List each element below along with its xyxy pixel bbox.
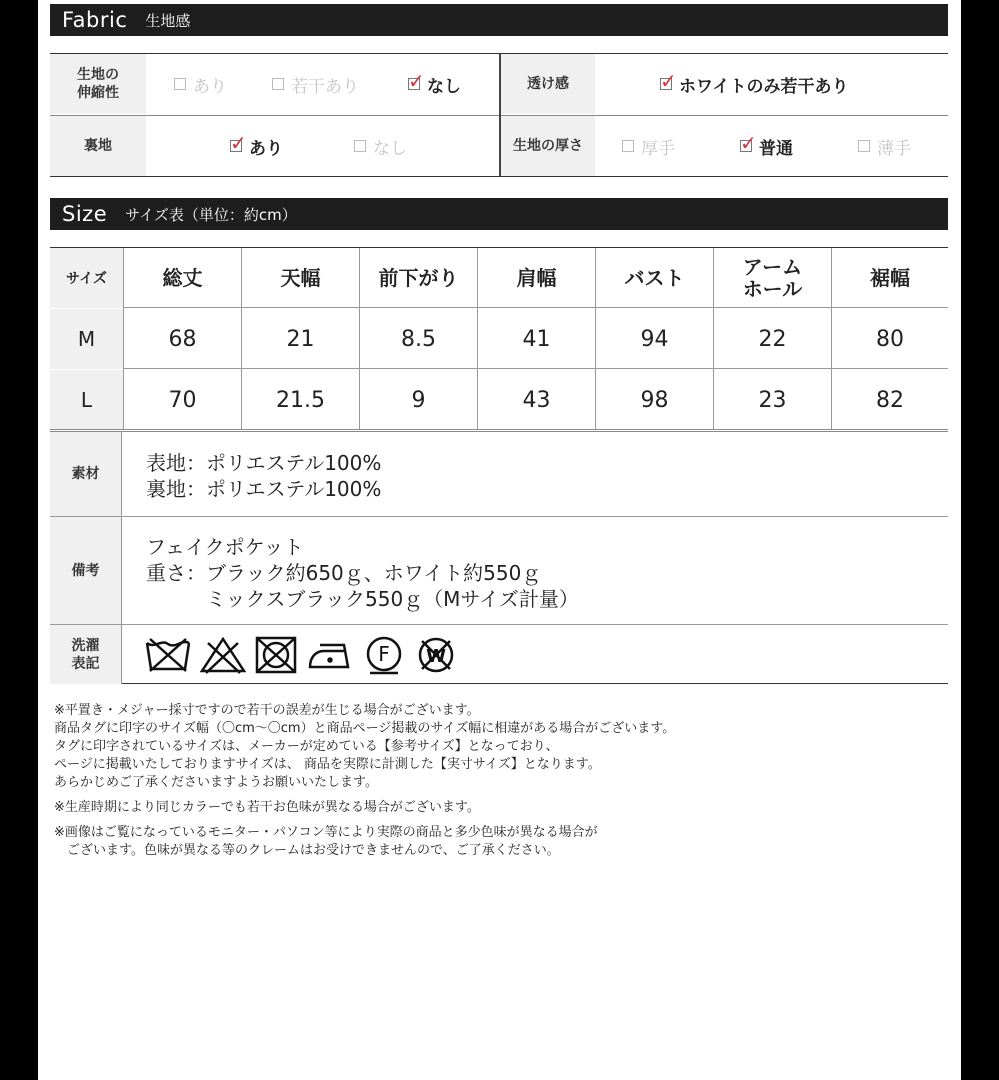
table-cell: 9 <box>411 387 426 413</box>
table-cell: 68 <box>168 326 197 352</box>
note-line: タグに印字されているサイズは、メーカーが定めている【参考サイズ】となっており、 <box>54 739 559 754</box>
header-shoulder-width: 肩幅 <box>516 266 557 290</box>
note-line: ※生産時期により同じカラーでも若干お色味が異なる場合がございます。 <box>54 800 480 815</box>
care-symbols <box>144 635 466 679</box>
stretch-label: 生地の 伸縮性 <box>50 54 146 114</box>
checkbox-icon <box>858 140 870 152</box>
fabric-table <box>50 53 948 177</box>
note-line: あらかじめご了承くださいますようお願いいたします。 <box>54 775 378 790</box>
checked-checkbox-icon: ✓ <box>408 69 425 93</box>
disclaimer-notes <box>54 702 944 860</box>
sheer-option-white-slight: ✓ ホワイトのみ若干あり <box>660 69 849 97</box>
note-line: ございます。色味が異なる等のクレームはお受けできませんので、ご了承ください。 <box>54 843 560 858</box>
thickness-option-thin: 薄手 <box>858 116 911 176</box>
header-bust: バスト <box>624 266 685 290</box>
product-detail-page <box>38 0 961 1080</box>
lining-option-no: なし <box>354 116 407 176</box>
column-divider <box>831 248 832 430</box>
thickness-option-normal: ✓ 普通 <box>740 131 793 159</box>
header-armhole: アーム ホール <box>742 255 803 301</box>
header-total-length: 総丈 <box>162 266 203 290</box>
size-section-header <box>50 198 948 230</box>
checkbox-icon <box>622 140 634 152</box>
checked-checkbox-icon: ✓ <box>660 69 677 93</box>
table-cell: 21 <box>286 326 315 352</box>
column-divider <box>359 248 360 430</box>
checked-checkbox-icon: ✓ <box>230 131 247 155</box>
note-line: 商品タグに印字のサイズ幅（〇cm～〇cm）と商品ページ掲載のサイズ幅に相違がある場合がございます。 <box>54 721 676 736</box>
note-line: ページに掲載いたしておりますサイズは、 商品を実際に計測した【実寸サイズ】となります。 <box>54 757 601 772</box>
material-text: 表地：ポリエステル100% 裏地：ポリエステル100% <box>146 451 382 501</box>
fabric-heading: Fabric <box>62 8 128 32</box>
size-heading: Size <box>62 202 108 226</box>
header-hem-width: 裾幅 <box>870 266 910 290</box>
column-divider <box>241 248 242 430</box>
checkbox-icon <box>354 140 366 152</box>
column-divider <box>713 248 714 430</box>
no-bleach-icon <box>200 635 246 679</box>
thickness-option-thick: 厚手 <box>622 116 675 176</box>
svg-text:W: W <box>426 646 446 667</box>
column-divider <box>499 54 501 176</box>
thickness-label: 生地の厚さ <box>501 116 595 176</box>
dry-clean-f-icon <box>362 635 406 679</box>
header-front-drop: 前下がり <box>378 266 459 290</box>
table-cell: 21.5 <box>276 387 325 413</box>
column-divider <box>477 248 478 430</box>
note-line: ※平置き・メジャー採寸ですので若干の誤差が生じる場合がございます。 <box>54 703 480 718</box>
size-subheading: サイズ表（単位：約cm） <box>125 205 297 224</box>
fabric-subheading: 生地感 <box>145 11 191 30</box>
product-info-table <box>50 429 948 684</box>
material-label: 素材 <box>50 432 122 516</box>
size-label-m: M <box>50 309 123 369</box>
table-cell: 94 <box>640 326 669 352</box>
lining-option-yes: ✓ あり <box>230 131 283 159</box>
table-cell: 22 <box>758 326 787 352</box>
stretch-option-yes: あり <box>174 54 227 114</box>
iron-low-icon <box>306 635 354 679</box>
column-divider <box>123 248 124 430</box>
no-tumble-dry-icon <box>254 635 298 679</box>
material-row <box>50 432 948 517</box>
table-cell: 98 <box>640 387 669 413</box>
no-wet-clean-icon <box>414 635 458 679</box>
size-label-l: L <box>50 370 123 430</box>
stretch-option-none: ✓ なし <box>408 69 461 97</box>
table-cell: 41 <box>522 326 551 352</box>
size-table <box>50 247 948 413</box>
size-table-header-row <box>50 248 948 308</box>
fabric-section-header <box>50 4 948 36</box>
table-cell: 70 <box>168 387 197 413</box>
table-cell: 43 <box>522 387 551 413</box>
stretch-option-slight: 若干あり <box>272 54 359 114</box>
remarks-text: フェイクポケット 重さ：ブラック約650ｇ、ホワイト約550ｇ ミックスブラック550ｇ（Mサイズ計量） <box>146 535 579 611</box>
svg-text:F: F <box>378 642 390 666</box>
lining-label: 裏地 <box>50 116 146 176</box>
no-wash-icon <box>144 635 192 679</box>
table-cell: 8.5 <box>401 326 436 352</box>
header-neck-width: 天幅 <box>280 266 321 290</box>
size-corner-cell: サイズ <box>50 248 123 308</box>
table-row <box>50 309 948 369</box>
column-divider <box>595 248 596 430</box>
checkbox-icon <box>272 78 284 90</box>
note-line: ※画像はご覧になっているモニター・パソコン等により実際の商品と多少色味が異なる場合が <box>54 825 598 840</box>
table-row <box>50 370 948 430</box>
care-row <box>50 625 948 684</box>
table-cell: 82 <box>876 387 904 413</box>
table-cell: 80 <box>876 326 904 352</box>
table-cell: 23 <box>758 387 787 413</box>
sheer-label: 透け感 <box>501 54 595 114</box>
checkbox-icon <box>174 78 186 90</box>
checked-checkbox-icon: ✓ <box>740 131 757 155</box>
care-label: 洗濯 表記 <box>50 625 122 684</box>
remarks-row <box>50 517 948 625</box>
remarks-label: 備考 <box>50 517 122 624</box>
